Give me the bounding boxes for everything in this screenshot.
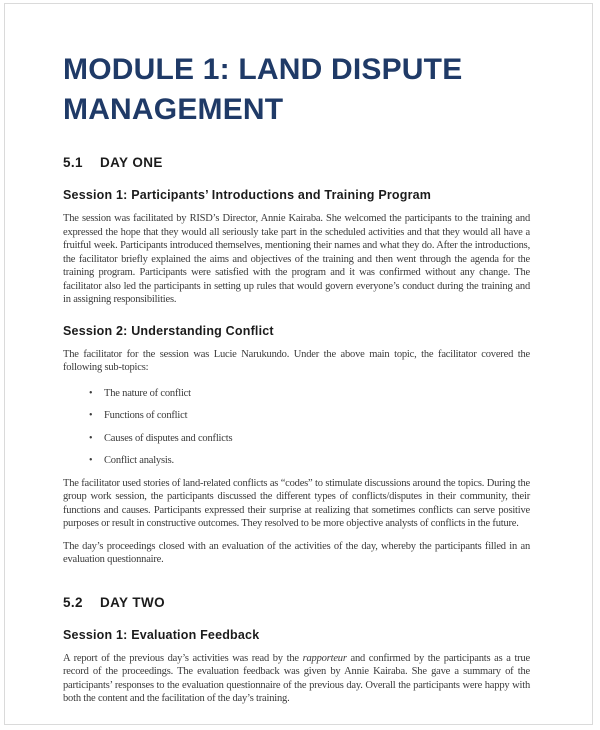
list-item xyxy=(63,387,530,401)
paragraph-session1-day1: The session was facilitated by RISD’s Director, Annie Kairaba. She welcomed the participants to the training and expressed the hope that they would all seriously take part in the scheduled activities and that they would all have a fruitful week. Participants introduced themselves, mentioning their names and what they do. After the introductions, the facilitator briefly explained the aims and objectives of the training and then went through the agenda for the training program. Participants were satisfied with the program and it was confirmed without any change. The facilitator also led the participants in setting up rules that would govern everyone’s conduct during the training and in assigning responsibilities. xyxy=(63,213,530,305)
bullet-icon: • xyxy=(89,455,93,466)
list-item xyxy=(63,454,530,468)
session-heading-evaluation-feedback: Session 1: Evaluation Feedback xyxy=(63,627,260,642)
paragraph-evaluation-feedback xyxy=(63,652,530,706)
list-item-text: The nature of conflict xyxy=(104,387,191,399)
section-number: 5.2 xyxy=(63,594,83,610)
document-page xyxy=(4,3,593,725)
list-item-text: Functions of conflict xyxy=(104,410,188,421)
section-title: DAY TWO xyxy=(100,594,166,610)
rapporteur-italic-term: rapporteur xyxy=(302,652,347,664)
list-item-text: Conflict analysis. xyxy=(104,455,174,466)
list-item xyxy=(63,409,530,423)
document-content xyxy=(5,50,592,706)
paragraph-day1-closing: The day’s proceedings closed with an evaluation of the activities of the day, whereby the participants filled in an evaluation questionnaire. xyxy=(63,540,530,565)
sub-topics-list xyxy=(63,387,530,468)
section-heading-day-two xyxy=(63,595,530,611)
paragraph-session2-lead: The facilitator for the session was Lucie Narukundo. Under the above main topic, the facilitator covered the following sub-topics: xyxy=(63,348,530,373)
paragraph-text: A report of the previous day’s activities was read by the xyxy=(63,652,303,664)
session-heading-understanding-conflict: Session 2: Understanding Conflict xyxy=(63,323,274,338)
bullet-icon: • xyxy=(89,410,93,421)
section-title: DAY ONE xyxy=(100,155,163,170)
list-item xyxy=(63,432,530,446)
section-number: 5.1 xyxy=(63,155,83,170)
bullet-icon: • xyxy=(89,432,93,444)
list-item-text: Causes of disputes and conflicts xyxy=(104,432,233,444)
session-heading-introductions: Session 1: Participants’ Introductions and Training Program xyxy=(63,188,432,202)
bullet-icon: • xyxy=(89,387,93,399)
section-heading-day-one xyxy=(63,155,530,171)
module-title: MODULE 1: LAND DISPUTE MANAGEMENT xyxy=(63,53,463,126)
paragraph-session2-discussion: The facilitator used stories of land-related conflicts as “codes” to stimulate discussions around the topics. During the group work session, the participants discussed the different types of conflicts/disputes in their community, their functions and causes. Participants expressed their surprise at realizing that sometimes conflicts can serve positive purposes or result in constructive outcomes. They resolved to be more objective analysts of conflicts in the future. xyxy=(63,477,530,529)
paragraph-text: and confirmed by the participants as a true record of the proceedings. The evaluation feedback was given by Annie Kairaba. She gave a summary of the participants’ responses to the evaluation questionnaire of the previous day. Overall the participants were happy with both the content and the facilitation of the day’s training. xyxy=(63,652,530,704)
